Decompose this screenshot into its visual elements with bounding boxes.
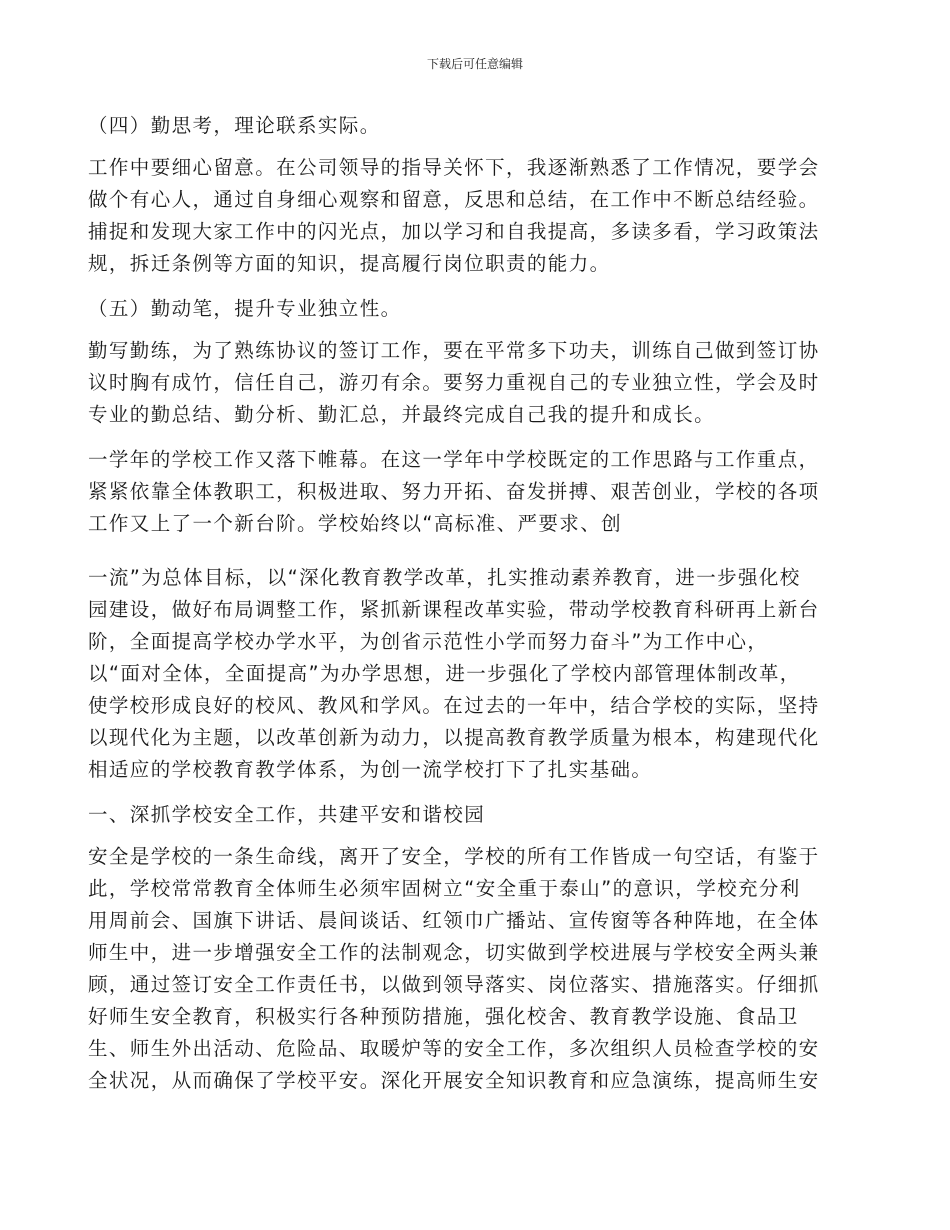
text-line: 一流”为总体目标，以“深化教育教学改革，扎实推动素养教育，进一步强化校 — [88, 566, 801, 589]
text-line: 师生中，进一步增强安全工作的法制观念，切实做到学校进展与学校安全两头兼 — [88, 941, 820, 964]
text-line: 此，学校常常教育全体师生必须牢固树立“安全重于泰山”的意识，学校充分利 — [88, 877, 801, 900]
text-line: 以“面对全体，全面提高”为办学思想，进一步强化了学校内部管理体制改革， — [88, 662, 801, 685]
paragraph-school-year — [88, 444, 863, 540]
text-line: 工作中要细心留意。在公司领导的指导关怀下，我逐渐熟悉了工作情况，要学会 — [88, 156, 820, 179]
document-body — [88, 110, 863, 1097]
text-line: 紧紧依靠全体教职工，积极进取、努力开拓、奋发拼搏、艰苦创业，学校的各项 — [88, 480, 820, 503]
text-line: 用周前会、国旗下讲话、晨间谈话、红领巾广播站、宣传窗等各种阵地，在全体 — [88, 909, 820, 932]
text-line: 使学校形成良好的校风、教风和学风。在过去的一年中，结合学校的实际，坚持 — [88, 694, 820, 717]
text-line: （五）勤动笔，提升专业独立性。 — [88, 297, 402, 320]
section-heading-safety — [88, 799, 863, 831]
text-line: 议时胸有成竹，信任自己，游刃有余。要努力重视自己的专业独立性，学会及时 — [88, 371, 820, 394]
paragraph-writing-practice — [88, 335, 863, 431]
text-line: 一、深抓学校安全工作，共建平安和谐校园 — [88, 803, 486, 826]
text-line: 相适应的学校教育教学体系，为创一流学校打下了扎实基础。 — [88, 758, 653, 781]
page-header: 下载后可任意编辑 — [426, 57, 523, 71]
text-line: 全状况，从而确保了学校平安。深化开展安全知识教育和应急演练，提高师生安 — [88, 1069, 820, 1092]
text-line: 园建设，做好布局调整工作，紧抓新课程改革实验，带动学校教育科研再上新台 — [88, 598, 820, 621]
text-line: 生、师生外出活动、危险品、取暖炉等的安全工作，多次组织人员检查学校的安 — [88, 1037, 820, 1060]
text-line: 安全是学校的一条生命线，离开了安全，学校的所有工作皆成一句空话，有鉴于 — [88, 845, 820, 868]
text-line: 好师生安全教育，积极实行各种预防措施，强化校舍、教育教学设施、食品卫 — [88, 1005, 799, 1028]
text-line: 做个有心人，通过自身细心观察和留意，反思和总结，在工作中不断总结经验。 — [88, 188, 820, 211]
text-line: 规，拆迁条例等方面的知识，提高履行岗位职责的能力。 — [88, 252, 611, 275]
text-line: 顾，通过签订安全工作责任书，以做到领导落实、岗位落实、措施落实。仔细抓 — [88, 973, 820, 996]
text-line: 工作又上了一个新台阶。学校始终以“高标准、严要求、创 — [88, 512, 623, 535]
section-heading-4 — [88, 110, 863, 142]
text-line: （四）勤思考，理论联系实际。 — [88, 114, 381, 137]
text-line: 捕捉和发现大家工作中的闪光点，加以学习和自我提高，多读多看，学习政策法 — [88, 220, 820, 243]
paragraph-safety — [88, 841, 863, 1097]
paragraph-work-attention — [88, 152, 863, 280]
text-line: 专业的勤总结、勤分析、勤汇总，并最终完成自己我的提升和成长。 — [88, 403, 716, 426]
text-line: 勤写勤练，为了熟练协议的签订工作，要在平常多下功夫，训练自己做到签订协 — [88, 339, 820, 362]
paragraph-overall-goal — [88, 562, 863, 786]
section-heading-5 — [88, 293, 863, 325]
text-line: 阶，全面提高学校办学水平，为创省示范性小学而努力奋斗”为工作中心， — [88, 630, 769, 653]
text-line: 以现代化为主题，以改革创新为动力，以提高教育教学质量为根本，构建现代化 — [88, 726, 820, 749]
text-line: 一学年的学校工作又落下帷幕。在这一学年中学校既定的工作思路与工作重点， — [88, 448, 820, 471]
